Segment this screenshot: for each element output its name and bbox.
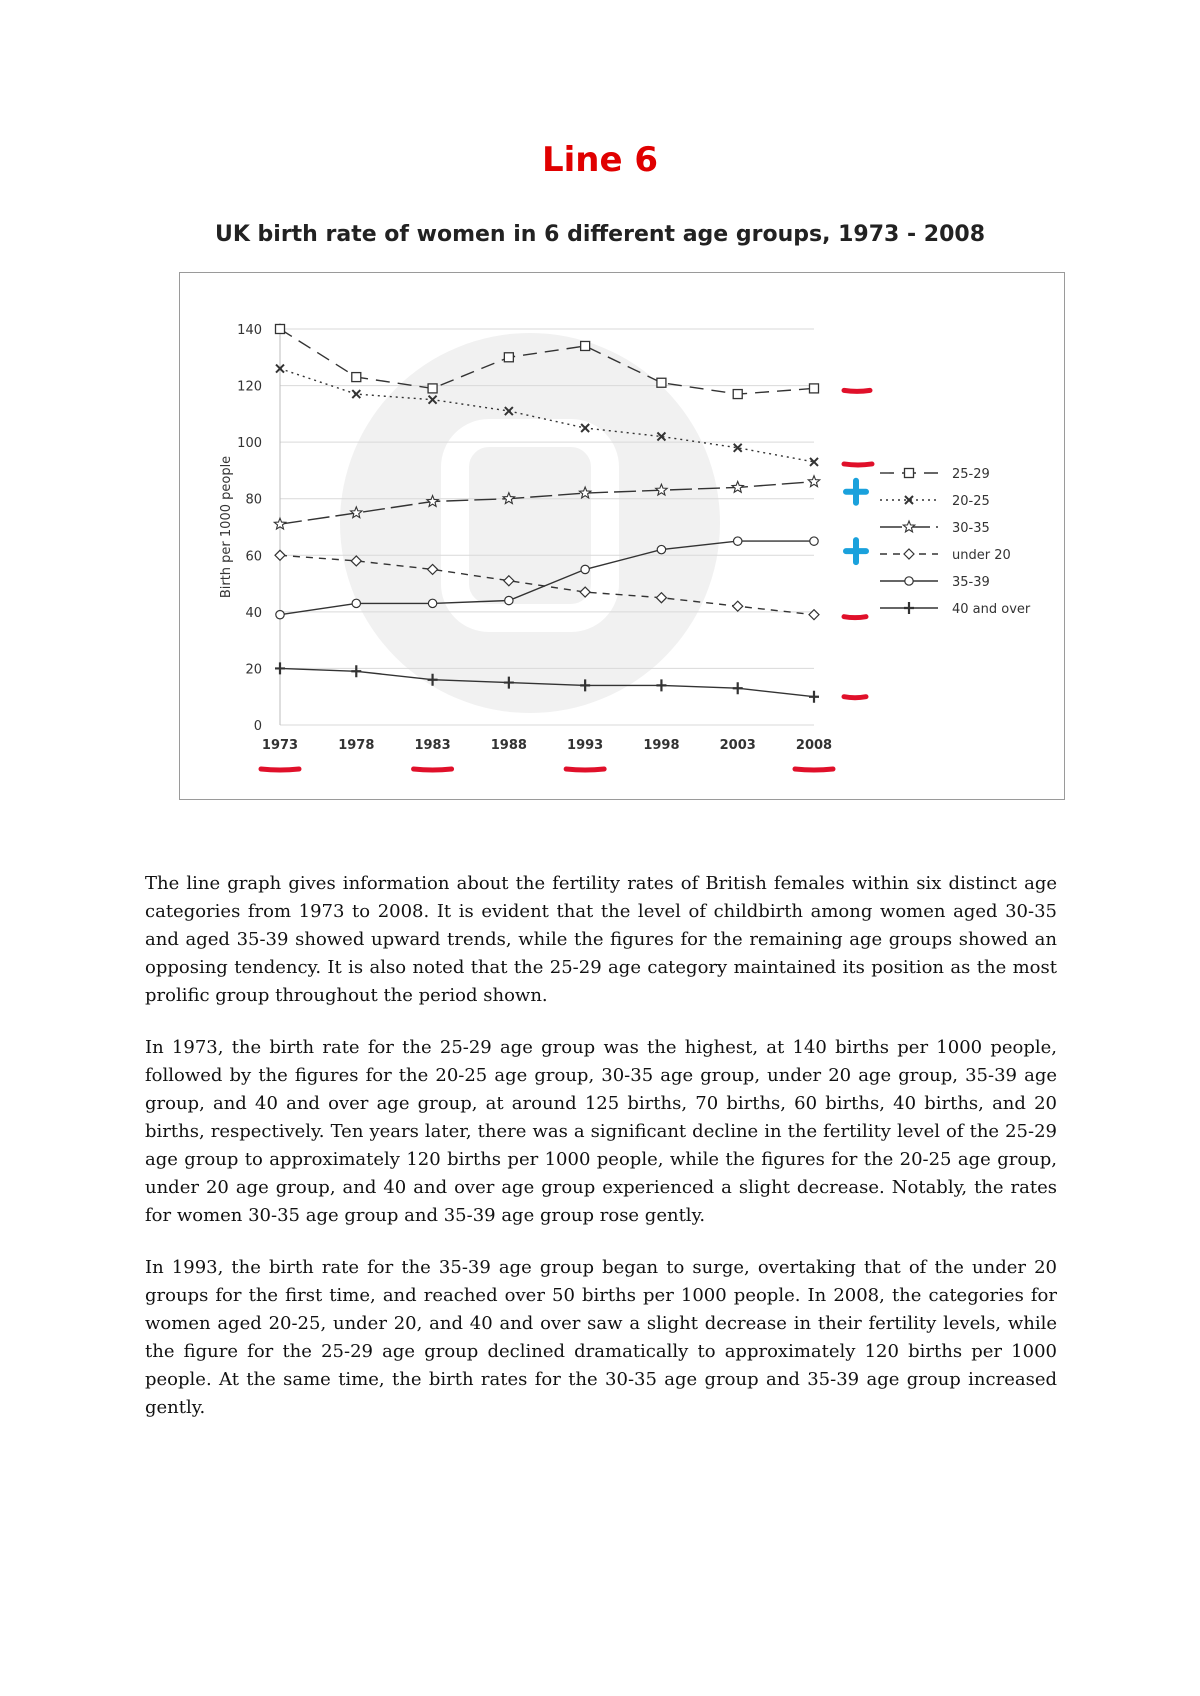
data-point	[810, 384, 819, 393]
legend-entry	[880, 602, 1031, 617]
data-point	[428, 384, 437, 393]
x-tick-label: 1988	[490, 738, 527, 753]
legend-marker	[904, 602, 914, 614]
x-tick-label: 1978	[338, 738, 375, 753]
watermark-logo	[340, 333, 720, 713]
legend-entry	[880, 467, 990, 482]
data-point	[428, 599, 436, 607]
legend-label: 20-25	[952, 494, 990, 509]
legend	[880, 467, 1031, 617]
y-tick-label: 20	[245, 662, 262, 678]
x-tick-label: 2003	[719, 738, 756, 753]
y-tick-label: 0	[253, 719, 262, 734]
x-tick-label: 1973	[261, 738, 299, 753]
data-point	[275, 662, 285, 674]
red-mark	[844, 617, 866, 618]
legend-label: 40 and over	[952, 602, 1031, 617]
blue-plus-mark	[846, 540, 866, 562]
x-tick-label: 1993	[567, 738, 604, 753]
data-point	[352, 373, 361, 382]
data-point	[733, 601, 743, 611]
data-point	[657, 545, 665, 553]
essay-paragraph-3: In 1993, the birth rate for the 35-39 age group began to surge, overtaking that of the under 20 groups for the first time, and reached over 50 births per 1000 people. In 2008, the categories for women aged 20-25, under 20, and 40 and over saw a slight decrease in their fertility levels, while the figure for the 25-29 age group declined dramatically to approximately 120 births per 1000 people. At the same time, the birth rates for the 30-35 age group and 35-39 age group increased gently.	[145, 1257, 1057, 1418]
data-point	[808, 476, 819, 487]
red-mark	[795, 769, 833, 770]
data-point	[733, 390, 742, 399]
y-tick-label: 40	[245, 605, 262, 621]
data-point	[352, 390, 360, 398]
data-point	[732, 481, 743, 492]
data-point	[734, 537, 742, 545]
legend-label: 30-35	[952, 521, 990, 536]
data-point	[809, 610, 819, 620]
data-point	[351, 665, 361, 677]
legend-marker	[905, 469, 914, 478]
essay-paragraph-1: The line graph gives information about the fertility rates of British females within six distinct age categories from 1973 to 2008. It is evident that the level of childbirth among women aged 30-35 and aged 35-39 showed upward trends, while the figures for the remaining age groups showed an opposing tendency. It is also noted that the 25-29 age category maintained its position as the most prolific group throughout the period shown.	[145, 873, 1057, 1006]
data-point	[505, 596, 513, 604]
data-point	[657, 378, 666, 387]
data-point	[276, 610, 284, 618]
legend-label: under 20	[952, 548, 1011, 563]
data-point	[656, 679, 666, 691]
legend-entry	[880, 548, 1011, 563]
data-point	[809, 691, 819, 703]
data-point	[810, 537, 818, 545]
legend-entry	[880, 575, 990, 590]
red-mark	[261, 769, 299, 770]
y-axis-label: Birth per 1000 people	[219, 455, 234, 599]
y-tick-label: 60	[245, 549, 262, 565]
legend-marker	[903, 521, 914, 532]
line-chart	[179, 272, 1065, 800]
legend-marker	[905, 577, 913, 585]
data-point	[504, 353, 513, 362]
red-mark	[414, 769, 452, 770]
red-mark	[844, 390, 870, 391]
data-point	[274, 518, 285, 529]
legend-marker	[904, 549, 914, 559]
y-tick-label: 140	[237, 323, 262, 338]
data-point	[276, 325, 285, 334]
legend-entry	[880, 521, 990, 536]
page-heading: Line 6	[541, 140, 659, 180]
red-mark	[844, 697, 866, 698]
data-point	[581, 565, 589, 573]
essay-paragraph-2: In 1973, the birth rate for the 25-29 age group was the highest, at 140 births per 1000 people, followed by the figures for the 20-25 age group, 30-35 age group, under 20 age group, 35-39 age group, and 40 and over age group, at around 125 births, 70 births, 60 births, 40 births, and 20 births, respectively. Ten years later, there was a significant decline in the fertility level of the 25-29 age group to approximately 120 births per 1000 people, while the figures for the 20-25 age group, under 20 age group, and 40 and over age group experienced a slight decrease. Notably, the rates for women 30-35 age group and 35-39 age group rose gently.	[145, 1037, 1057, 1226]
blue-plus-mark	[846, 481, 866, 503]
y-tick-label: 120	[237, 379, 262, 395]
data-point	[581, 341, 590, 350]
red-mark	[566, 769, 604, 770]
line-chart-canvas	[180, 273, 1064, 799]
data-point	[733, 682, 743, 694]
data-point	[275, 550, 285, 560]
essay-text	[145, 870, 1057, 1446]
chart-title: UK birth rate of women in 6 different age groups, 1973 - 2008	[214, 222, 986, 247]
x-tick-label: 1983	[414, 738, 451, 753]
legend-label: 35-39	[952, 575, 990, 590]
data-point	[352, 599, 360, 607]
legend-entry	[880, 494, 990, 509]
y-tick-label: 100	[237, 436, 262, 452]
red-mark	[844, 464, 872, 465]
legend-label: 25-29	[952, 467, 990, 482]
x-tick-label: 2008	[795, 738, 833, 753]
y-tick-label: 80	[245, 492, 262, 508]
x-tick-label: 1998	[643, 738, 680, 753]
